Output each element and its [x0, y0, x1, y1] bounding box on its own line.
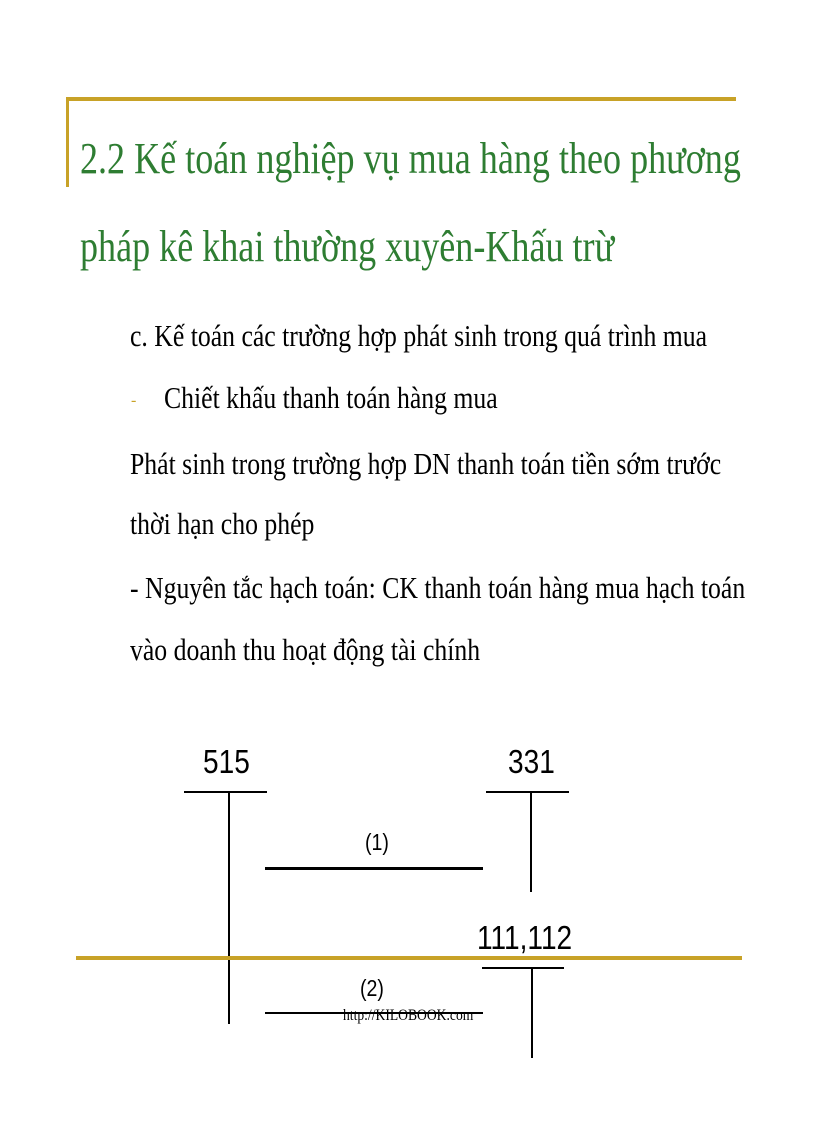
bottom-rule [76, 956, 742, 960]
account-111-112-top-line [482, 967, 564, 969]
account-515-vertical-line [228, 792, 230, 1024]
bullet-marker: - [131, 392, 137, 409]
section-heading: c. Kế toán các trường hợp phát sinh trong quá trình mua [130, 318, 708, 353]
paragraph-line-1: Phát sinh trong trường hợp DN thanh toán tiền sớm trước [130, 446, 722, 481]
principle-line-2: vào doanh thu hoạt động tài chính [130, 632, 481, 667]
slide-title-line-1: 2.2 Kế toán nghiệp vụ mua hàng theo phương [80, 134, 741, 183]
account-111-112-label: 111,112 [477, 919, 573, 956]
entry-1-label: (1) [365, 829, 389, 855]
account-515-label: 515 [203, 743, 250, 780]
principle-line-1: - Nguyên tắc hạch toán: CK thanh toán hàng mua hạch toán [130, 570, 746, 605]
paragraph-line-2: thời hạn cho phép [130, 506, 315, 541]
slide-title-line-2: pháp kê khai thường xuyên-Khấu trừ [80, 222, 615, 271]
bullet-item: Chiết khấu thanh toán hàng mua [164, 380, 498, 415]
account-331-top-line [486, 791, 569, 793]
left-rule [66, 97, 69, 187]
watermark-url: http://KILOBOOK.com [343, 1007, 474, 1024]
account-515-top-line [184, 791, 267, 793]
account-331-label: 331 [508, 743, 555, 780]
entry-2-label: (2) [360, 975, 384, 1001]
account-331-vertical-line [530, 792, 532, 892]
account-111-112-vertical-line [531, 968, 533, 1058]
top-rule [68, 97, 736, 101]
entry-1-arrow-line [265, 867, 483, 870]
